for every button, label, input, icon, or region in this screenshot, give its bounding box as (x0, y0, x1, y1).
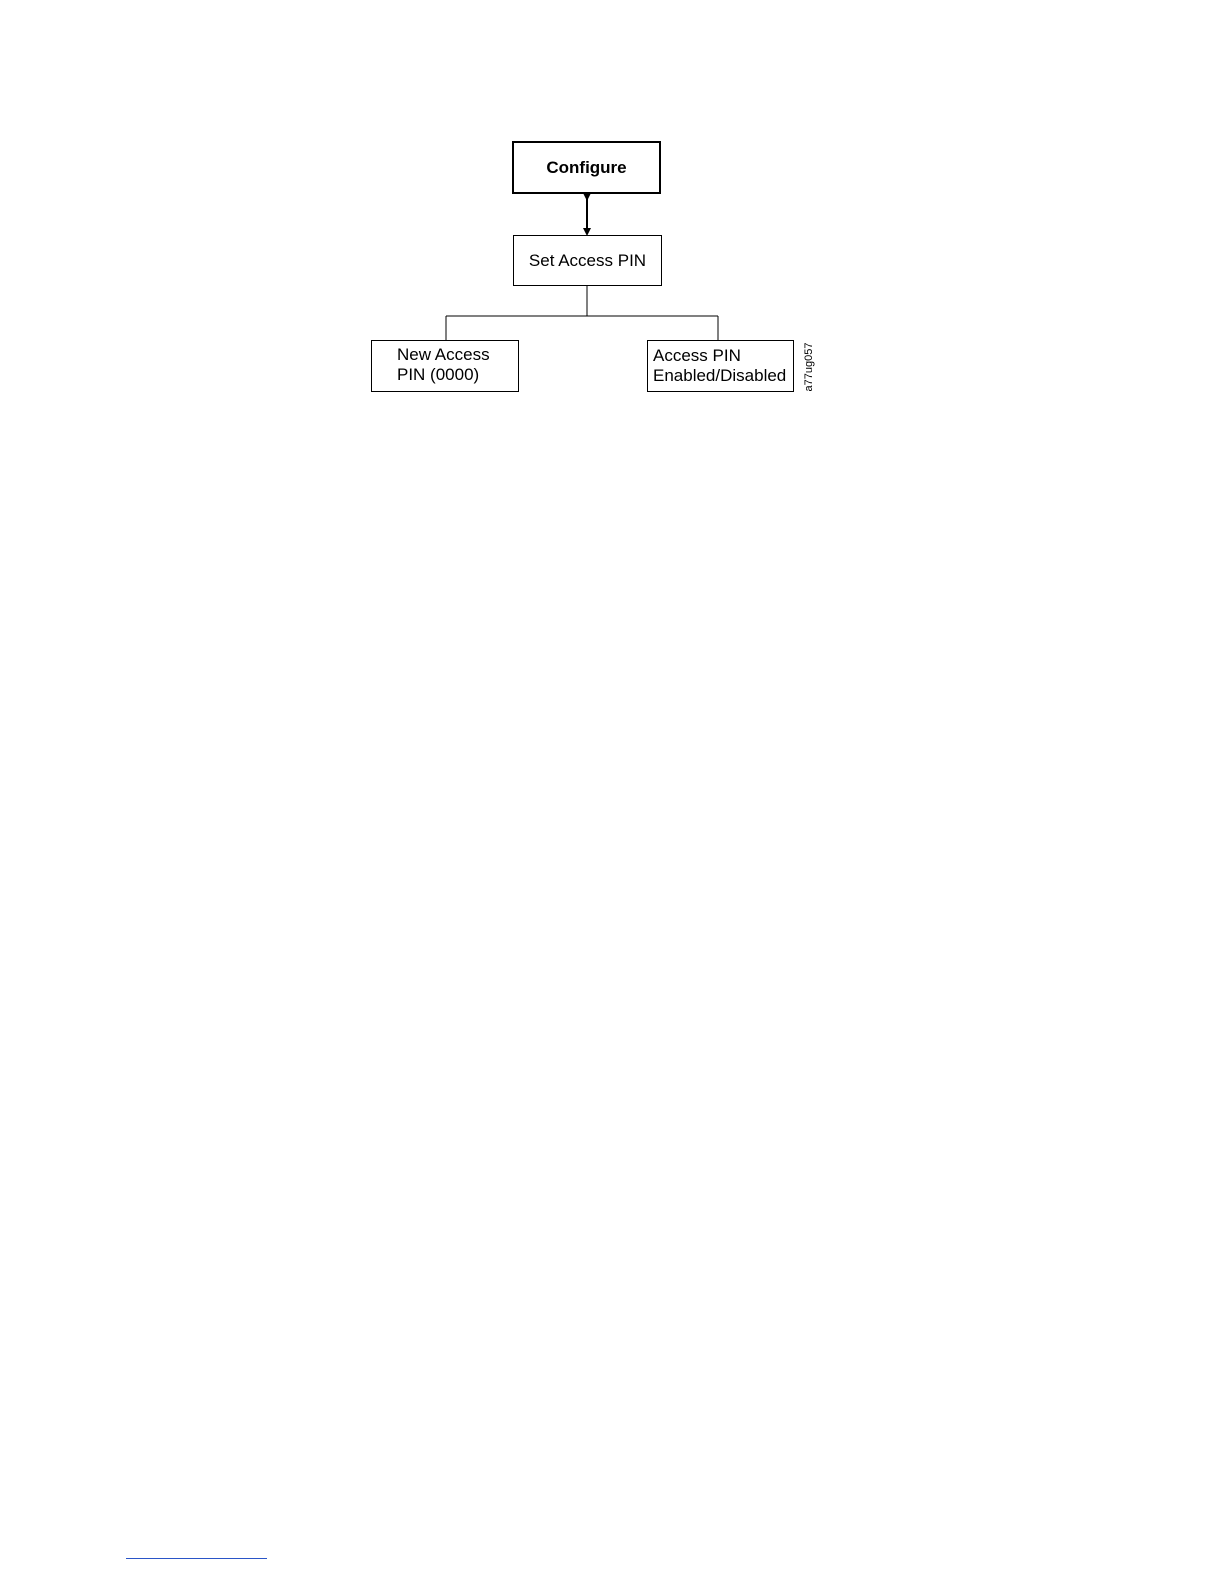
configure-node (512, 141, 661, 194)
set-access-pin-node (513, 235, 662, 286)
access-pin-enabled-node (647, 340, 794, 392)
access-pin-enabled-label-line-2: Enabled/Disabled (653, 366, 787, 385)
new-access-pin-label-line-1: New Access (397, 345, 490, 364)
configure-node-label: Configure (546, 157, 627, 177)
new-access-pin-label-line-2: PIN (0000) (397, 365, 480, 384)
access-pin-enabled-label-line-1: Access PIN (653, 346, 741, 365)
set-access-pin-node-label: Set Access PIN (528, 250, 647, 270)
new-access-pin-node (371, 340, 519, 392)
figure-id: a77ug057 (803, 342, 815, 392)
footer-rule (126, 1558, 267, 1559)
